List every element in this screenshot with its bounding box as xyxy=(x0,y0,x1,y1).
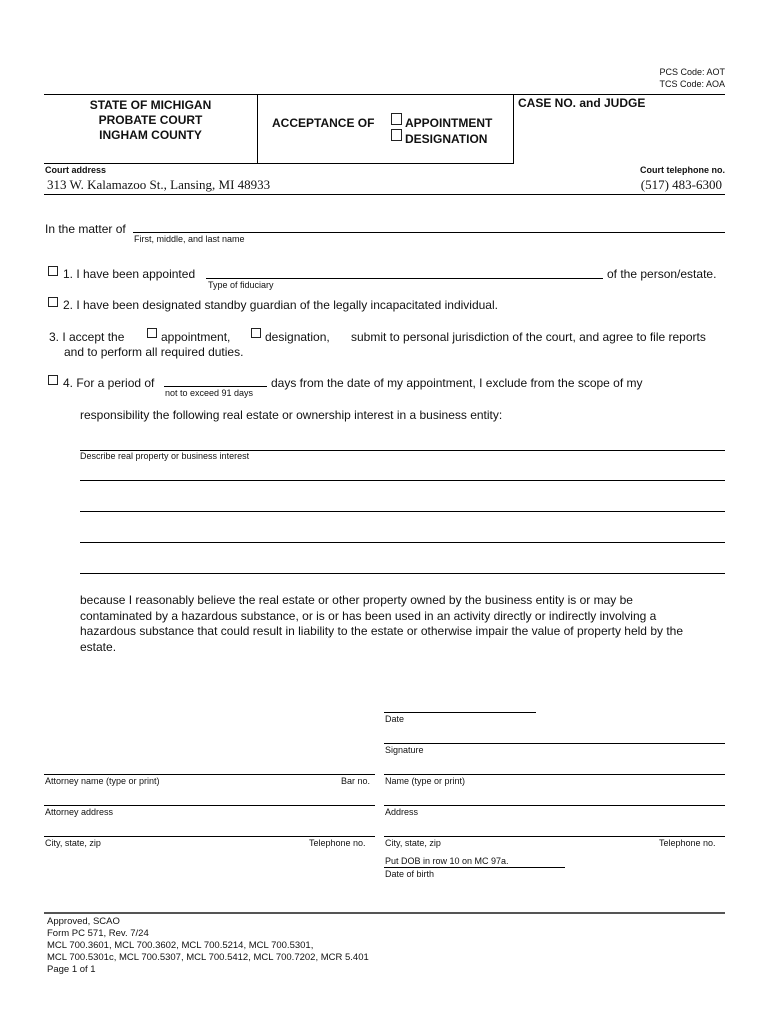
matter-name-sublabel: First, middle, and last name xyxy=(134,234,245,244)
signature-field[interactable] xyxy=(384,743,725,744)
because-paragraph xyxy=(80,593,683,655)
bar-number-label: Bar no. xyxy=(341,776,371,786)
tcs-code: TCS Code: AOA xyxy=(659,79,725,89)
describe-line-3[interactable] xyxy=(80,511,725,512)
county-name: INGHAM COUNTY xyxy=(99,128,202,142)
header-top-rule xyxy=(44,94,725,95)
appointment-title-checkbox[interactable] xyxy=(391,113,402,125)
court-phone: (517) 483-6300 xyxy=(640,177,722,192)
because-line: hazardous substance that could result in liability to the estate or otherwise impair the value of property held by the xyxy=(80,624,684,638)
fiduciary-type-sublabel: Type of fiduciary xyxy=(208,280,274,290)
period-days-sublabel: not to exceed 91 days xyxy=(165,388,254,398)
item3-designation-label: designation, xyxy=(265,330,330,344)
fiduciary-type-field[interactable] xyxy=(206,278,603,279)
address-label: Address xyxy=(385,807,419,817)
city-label: City, state, zip xyxy=(385,838,441,848)
footer-line: MCL 700.3601, MCL 700.3602, MCL 700.5214, MCL 700.5301, xyxy=(47,940,314,951)
pcs-code: PCS Code: AOT xyxy=(659,67,725,77)
item2-checkbox[interactable] xyxy=(48,297,58,307)
item4-rest: days from the date of my appointment, I exclude from the scope of my xyxy=(271,376,643,390)
address-field[interactable] xyxy=(384,805,725,806)
matter-label: In the matter of xyxy=(45,222,126,236)
footer-rule xyxy=(44,912,725,914)
attorney-city-field[interactable] xyxy=(44,836,375,837)
attorney-name-field[interactable] xyxy=(44,774,375,775)
state-name: STATE OF MICHIGAN xyxy=(89,98,212,112)
header-bottom-rule xyxy=(44,163,514,164)
item3-appointment-label: appointment, xyxy=(161,330,231,344)
footer xyxy=(47,916,369,976)
item4-checkbox[interactable] xyxy=(48,375,58,385)
dob-field[interactable] xyxy=(384,867,565,868)
form-title: ACCEPTANCE OF xyxy=(272,116,375,130)
describe-label: Describe real property or business interest xyxy=(80,451,250,461)
attorney-address-field[interactable] xyxy=(44,805,375,806)
footer-line: MCL 700.5301c, MCL 700.5307, MCL 700.5412, MCL 700.7202, MCR 5.401 xyxy=(47,952,369,963)
because-line: estate. xyxy=(80,639,117,654)
matter-name-field[interactable] xyxy=(133,232,725,233)
city-field[interactable] xyxy=(384,836,725,837)
designation-title-label: DESIGNATION xyxy=(405,132,488,146)
dob-note: Put DOB in row 10 on MC 97a. xyxy=(385,856,509,866)
appointment-title-label: APPOINTMENT xyxy=(405,116,493,130)
item4-lead: 4. For a period of xyxy=(63,376,155,390)
item1-text: 1. I have been appointed xyxy=(63,267,196,281)
case-number-label: CASE NO. and JUDGE xyxy=(518,96,646,110)
item4-line2: responsibility the following real estate or ownership interest in a business entity: xyxy=(80,408,503,422)
item3-lead: 3. I accept the xyxy=(49,330,125,344)
court-phone-label: Court telephone no. xyxy=(640,165,725,175)
because-line: contaminated by a hazardous substance, or is or has been used in an activity directly or indirectly involving a xyxy=(80,608,657,623)
court-heading xyxy=(44,98,257,143)
court-name: PROBATE COURT xyxy=(98,113,203,127)
name-label: Name (type or print) xyxy=(385,776,466,786)
date-label: Date xyxy=(385,714,405,724)
item3-designation-checkbox[interactable] xyxy=(251,328,261,338)
signature-label: Signature xyxy=(385,745,424,755)
describe-line-2[interactable] xyxy=(80,480,725,481)
item1-checkbox[interactable] xyxy=(48,266,58,276)
name-field[interactable] xyxy=(384,774,725,775)
court-address-label: Court address xyxy=(45,165,107,175)
designation-title-checkbox[interactable] xyxy=(391,129,402,141)
header-divider-1 xyxy=(257,94,258,163)
item3-rest: submit to personal jurisdiction of the court, and agree to file reports xyxy=(351,330,706,344)
because-line: because I reasonably believe the real estate or other property owned by the business entity is or may be xyxy=(80,593,633,607)
address-rule xyxy=(44,194,725,195)
item3-line2: and to perform all required duties. xyxy=(64,345,244,359)
court-address: 313 W. Kalamazoo St., Lansing, MI 48933 xyxy=(47,177,271,192)
form-codes xyxy=(659,66,725,90)
footer-line: Page 1 of 1 xyxy=(47,964,96,975)
telephone-label: Telephone no. xyxy=(659,838,716,848)
attorney-address-label: Attorney address xyxy=(45,807,114,817)
describe-line-5[interactable] xyxy=(80,573,725,574)
attorney-name-label: Attorney name (type or print) xyxy=(45,776,160,786)
item3-appointment-checkbox[interactable] xyxy=(147,328,157,338)
describe-line-4[interactable] xyxy=(80,542,725,543)
footer-line: Form PC 571, Rev. 7/24 xyxy=(47,928,149,939)
item2-text: 2. I have been designated standby guardian of the legally incapacitated individual. xyxy=(63,298,498,312)
attorney-telephone-label: Telephone no. xyxy=(309,838,366,848)
attorney-city-label: City, state, zip xyxy=(45,838,101,848)
item1-suffix: of the person/estate. xyxy=(607,267,717,281)
date-field[interactable] xyxy=(384,712,536,713)
footer-line: Approved, SCAO xyxy=(47,916,120,927)
dob-label: Date of birth xyxy=(385,869,435,879)
header-divider-2 xyxy=(513,94,514,163)
period-days-field[interactable] xyxy=(164,386,267,387)
